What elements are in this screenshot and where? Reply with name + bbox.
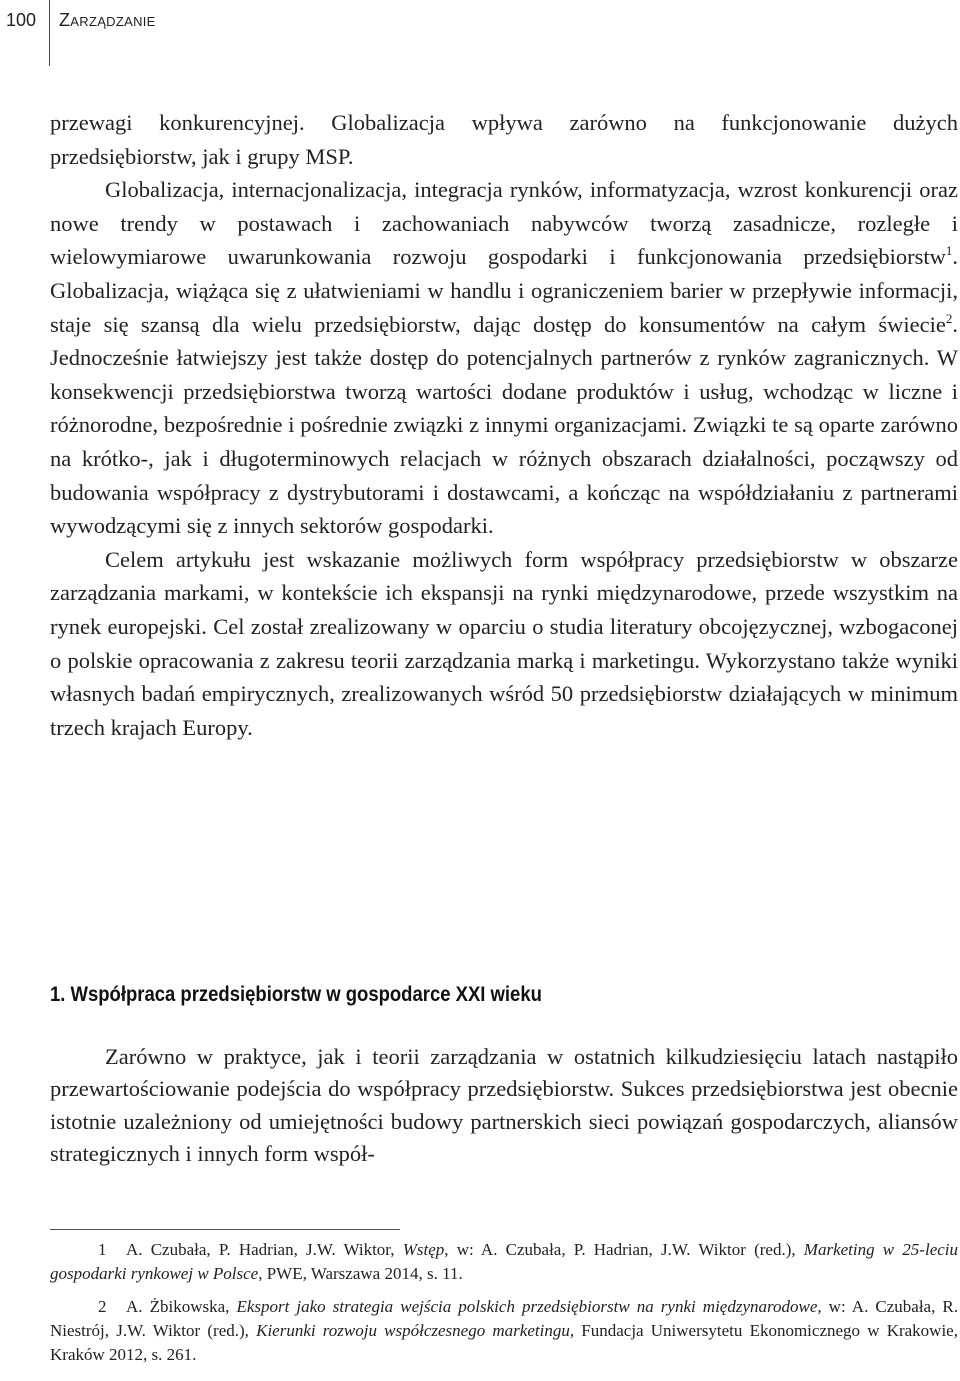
paragraph: Zarówno w praktyce, jak i teorii zarządzania w ostatnich kilkudziesięciu latach nastąpiło przewartościowanie podejścia do współpracy przedsiębiorstw. Sukces przedsiębiorstwa jest obecnie istotnie uzależniony od umiejętności budowy partnerskich sieci powiązań gospodarczych, aliansów strategicznych i innych form współ- [50, 1044, 958, 1167]
footnote-authors: A. Czubała, P. Hadrian, J.W. Wiktor, [126, 1240, 403, 1259]
footnote-title: Wstęp [402, 1240, 445, 1259]
footnote-book-title: Kierunki rozwoju współczesnego marketingu [256, 1321, 570, 1340]
running-head [0, 0, 960, 66]
footnote-ref[interactable]: 2 [945, 310, 953, 326]
paragraph-text: Globalizacja, internacjonalizacja, integracja rynków, informatyzacja, wzrost konkurencji oraz nowe trendy w postawach i zachowaniach nabywców tworzą zasadnicze, rozległe i wielowymiarowe uwarunkowania rozwoju gospodarki i funkcjonowania przedsiębiorstw [50, 177, 958, 270]
footnote [50, 1238, 958, 1286]
footnote [50, 1295, 958, 1367]
footnote-book-title: Marketing w 25-leciu gospodarki rynkowej w Polsce [50, 1240, 959, 1283]
footnote-number: 2 [98, 1297, 107, 1316]
section-heading: 1. Współpraca przedsiębiorstw w gospodarce XXI wieku [50, 983, 542, 1006]
header-divider [49, 0, 50, 66]
section-body [50, 1041, 958, 1171]
footnote-publisher: , Fundacja Uniwersytetu Ekonomicznego w Krakowie, Kraków 2012, s. 261. [50, 1321, 958, 1364]
page-number: 100 [6, 10, 37, 30]
paragraph-text: . Jednocześnie łatwiejszy jest także dostęp do potencjalnych partnerów z rynków zagranicznych. W konsekwencji przedsiębiorstwa tworzą wartości dodane produktów i usług, wchodząc w liczne i różnorodne, bezpośrednie i pośrednie związki z innymi organizacjami. Związki te są oparte zarówno na krótko-, jak i długoterminowych relacjach w różnych obszarach działalności, począwszy od budowania współpracy z dystrybutorami i dostawcami, a kończąc na współdziałaniu z partnerami wywodzącymi się z innych sektorów gospodarki. [50, 311, 958, 539]
paragraph-text: . Globalizacja, wiążąca się z ułatwieniami w handlu i ograniczeniem barier w przepływie informacji, staje się szansą dla wielu przedsiębiorstw, dając dostęp do konsumentów na całym świecie [50, 244, 958, 337]
paragraph: Celem artykułu jest wskazanie możliwych form współpracy przedsiębiorstw w obszarze zarządzania markami, w kontekście ich ekspansji na rynki międzynarodowe, przede wszystkim na rynek europejski. Cel został zrealizowany w oparciu o studia literatury obcojęzycznej, wzbogaconej o polskie opracowania z zakresu teorii zarządzania marką i marketingu. Wykorzystano także wyniki własnych badań empirycznych, zrealizowanych wśród 50 przedsiębiorstw działających w minimum trzech krajach Europy. [50, 546, 958, 740]
body-text [50, 106, 958, 744]
footnote-text: , w: A. Czubała, R. Niestrój, J.W. Wiktor (red.), [50, 1297, 958, 1340]
footnotes [50, 1238, 958, 1376]
footnote-text: , w: A. Czubała, P. Hadrian, J.W. Wiktor (red.), [444, 1240, 804, 1259]
footnote-number: 1 [98, 1240, 107, 1259]
footnote-publisher: , PWE, Warszawa 2014, s. 11. [258, 1264, 463, 1283]
footnote-authors: A. Żbikowska, [126, 1297, 237, 1316]
footnote-title: Eksport jako strategia wejścia polskich przedsiębiorstw na rynki międzynarodowe [236, 1297, 818, 1316]
footnote-ref[interactable]: 1 [945, 243, 953, 259]
paragraph [50, 173, 958, 543]
paragraph: przewagi konkurencyjnej. Globalizacja wpływa zarówno na funkcjonowanie dużych przedsiębiorstw, jak i grupy MSP. [50, 110, 958, 169]
journal-name: Zarządzanie [59, 10, 156, 30]
footnote-divider [50, 1229, 400, 1230]
